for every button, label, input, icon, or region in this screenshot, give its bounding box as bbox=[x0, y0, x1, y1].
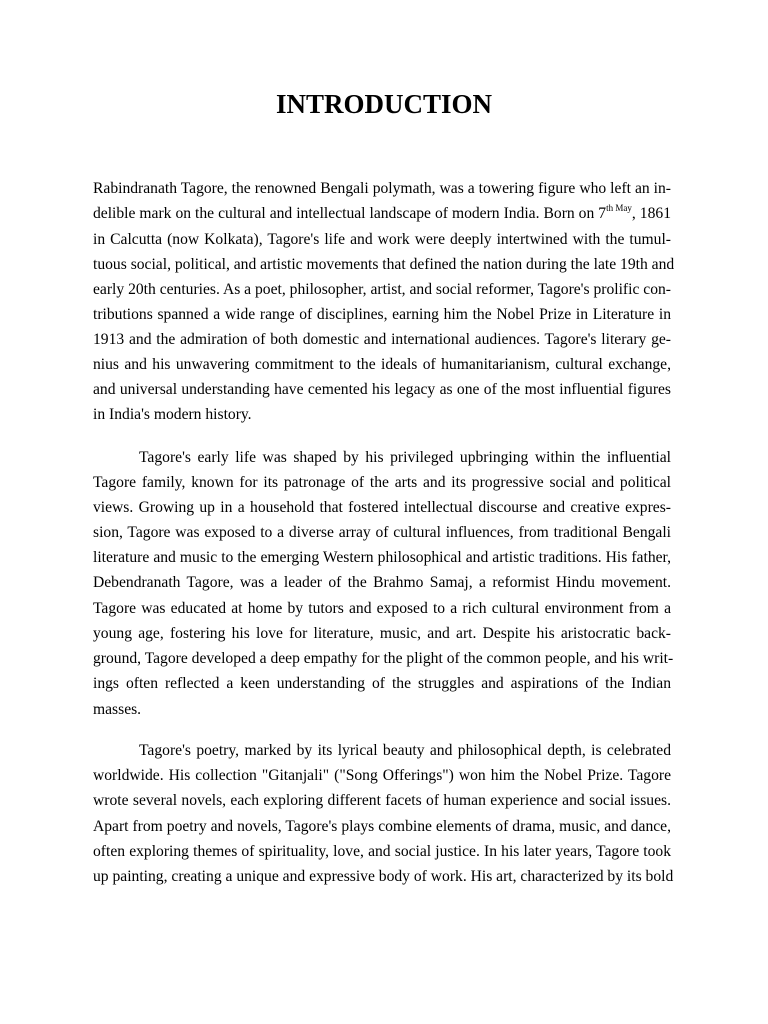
paragraph-2-line: masses. bbox=[93, 701, 142, 718]
paragraph-1-line: in Calcutta (now Kolkata), Tagore's life and work were deeply intertwined with the tumul- bbox=[93, 231, 671, 248]
paragraph-3-line: wrote several novels, each exploring different facets of human experience and social issues. bbox=[93, 792, 671, 809]
paragraph-1-line bbox=[93, 201, 671, 227]
paragraph-3-line: Apart from poetry and novels, Tagore's plays combine elements of drama, music, and dance, bbox=[93, 818, 671, 835]
paragraph-3-line: up painting, creating a unique and expressive body of work. His art, characterized by its bold bbox=[93, 868, 674, 885]
paragraph-3-line: worldwide. His collection "Gitanjali" ("Song Offerings") won him the Nobel Prize. Tagore bbox=[93, 767, 671, 784]
page-title: INTRODUCTION bbox=[275, 89, 493, 119]
line-text: delible mark on the cultural and intellectual landscape of modern India. Born on 7 bbox=[93, 205, 607, 222]
paragraph-2-line: ground, Tagore developed a deep empathy for the plight of the common people, and his writ- bbox=[93, 650, 674, 667]
paragraph-1-line: and universal understanding have cemented his legacy as one of the most influential figures bbox=[93, 381, 671, 398]
paragraph-1-line: nius and his unwavering commitment to the ideals of humanitarianism, cultural exchange, bbox=[93, 356, 671, 373]
paragraph-2-line: Debendranath Tagore, was a leader of the Brahmo Samaj, a reformist Hindu movement. bbox=[93, 574, 671, 591]
paragraph-1-line: tuous social, political, and artistic movements that defined the nation during the late 19th and bbox=[93, 256, 675, 273]
paragraph-2-line: Tagore's early life was shaped by his privileged upbringing within the influential bbox=[139, 449, 671, 466]
paragraph-1-line: Rabindranath Tagore, the renowned Bengali polymath, was a towering figure who left an in- bbox=[93, 180, 671, 197]
paragraph-1-line: 1913 and the admiration of both domestic and international audiences. Tagore's literary ge- bbox=[93, 331, 671, 348]
birth-year: , 1861 bbox=[631, 205, 671, 222]
paragraph-2-line: views. Growing up in a household that fostered intellectual discourse and creative expres- bbox=[93, 499, 671, 516]
paragraph-3-line: often exploring themes of spirituality, love, and social justice. In his later years, Tagore took bbox=[93, 843, 671, 860]
paragraph-1-line: in India's modern history. bbox=[93, 406, 252, 423]
paragraph-1-line: tributions spanned a wide range of disciplines, earning him the Nobel Prize in Literature in bbox=[93, 306, 671, 323]
paragraph-2-line: ings often reflected a keen understanding of the struggles and aspirations of the Indian bbox=[93, 675, 671, 692]
date-superscript: th May bbox=[606, 203, 632, 213]
paragraph-2-line: Tagore was educated at home by tutors and exposed to a rich cultural environment from a bbox=[93, 600, 671, 617]
paragraph-1-line: early 20th centuries. As a poet, philosopher, artist, and social reformer, Tagore's prolific con- bbox=[93, 281, 671, 298]
paragraph-2-line: literature and music to the emerging Western philosophical and artistic traditions. His father, bbox=[93, 549, 671, 566]
paragraph-2-line: Tagore family, known for its patronage of the arts and its progressive social and political bbox=[93, 474, 671, 491]
paragraph-2-line: young age, fostering his love for literature, music, and art. Despite his aristocratic back- bbox=[93, 625, 671, 642]
paragraph-3-line: Tagore's poetry, marked by its lyrical beauty and philosophical depth, is celebrated bbox=[139, 742, 671, 759]
paragraph-2-line: sion, Tagore was exposed to a diverse array of cultural influences, from traditional Bengali bbox=[93, 524, 671, 541]
